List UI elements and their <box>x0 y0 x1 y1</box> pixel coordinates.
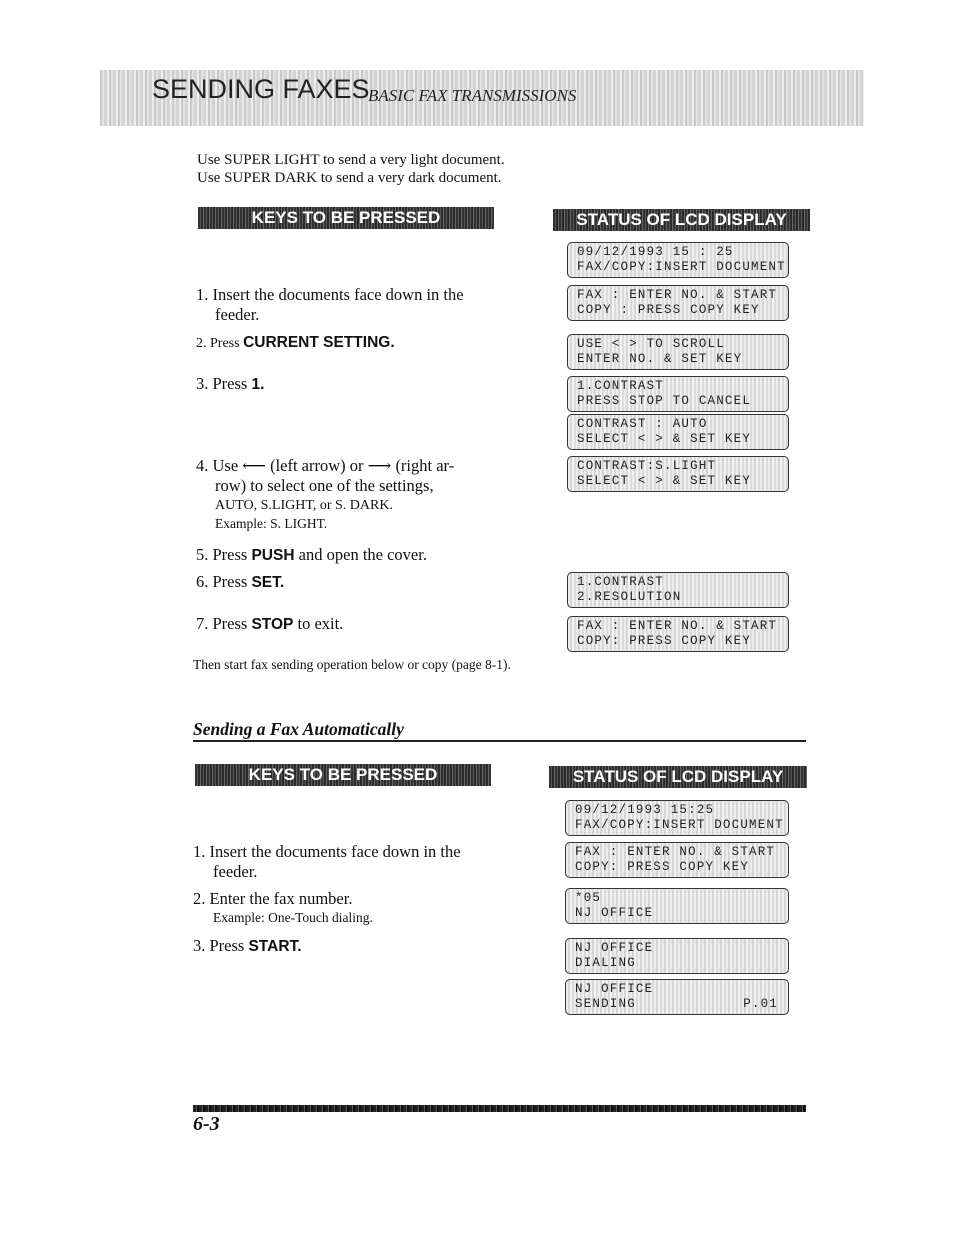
lcd-header: STATUS OF LCD DISPLAY <box>549 766 807 788</box>
lcd-display: *05 NJ OFFICE <box>565 888 789 924</box>
lcd-display: USE < > TO SCROLL ENTER NO. & SET KEY <box>567 334 789 370</box>
footer-rule <box>193 1105 806 1112</box>
step-4-example: Example: S. LIGHT. <box>215 516 328 531</box>
lcd-display: FAX : ENTER NO. & START COPY: PRESS COPY KEY <box>565 842 789 878</box>
keys-header: KEYS TO BE PRESSED <box>198 207 494 229</box>
lcd-display: NJ OFFICE SENDING P.01 <box>565 979 789 1015</box>
page-number: 6-3 <box>193 1113 220 1135</box>
step-2: 2. Enter the fax number. <box>193 889 353 908</box>
step-4-cont: row) to select one of the settings, <box>215 476 434 495</box>
step-5: 5. Press PUSH and open the cover. <box>196 545 427 564</box>
lcd-display: CONTRAST:S.LIGHT SELECT < > & SET KEY <box>567 456 789 492</box>
right-arrow-icon: ⟶ <box>367 456 392 475</box>
left-arrow-icon: ⟵ <box>242 456 266 475</box>
intro-line-2: Use SUPER DARK to send a very dark document. <box>197 170 502 186</box>
step-3: 3. Press 1. <box>196 374 265 393</box>
lcd-display: 09/12/1993 15 : 25 FAX/COPY:INSERT DOCUMENT <box>567 242 789 278</box>
step-1-cont: feeder. <box>213 862 258 881</box>
step-3: 3. Press START. <box>193 936 302 955</box>
step-1-cont: feeder. <box>215 305 260 324</box>
step-2: 2. Press CURRENT SETTING. <box>196 334 395 351</box>
lcd-display: NJ OFFICE DIALING <box>565 938 789 974</box>
lcd-page-count: P.01 <box>743 997 778 1011</box>
lcd-display: 09/12/1993 15:25 FAX/COPY:INSERT DOCUMENT <box>565 800 789 836</box>
lcd-header: STATUS OF LCD DISPLAY <box>553 209 810 231</box>
page-subtitle: BASIC FAX TRANSMISSIONS <box>368 86 577 105</box>
step-6: 6. Press SET. <box>196 572 285 591</box>
step-7: 7. Press STOP to exit. <box>196 614 344 633</box>
step-1: 1. Insert the documents face down in the <box>196 285 464 304</box>
keys-header: KEYS TO BE PRESSED <box>195 764 491 786</box>
lcd-display: 1.CONTRAST 2.RESOLUTION <box>567 572 789 608</box>
section-title: Sending a Fax Automatically <box>193 719 404 739</box>
step-2-example: Example: One-Touch dialing. <box>213 910 373 925</box>
lcd-display: CONTRAST : AUTO SELECT < > & SET KEY <box>567 414 789 450</box>
section-divider <box>193 740 806 742</box>
lcd-display: FAX : ENTER NO. & START COPY: PRESS COPY KEY <box>567 616 789 652</box>
intro-line-1: Use SUPER LIGHT to send a very light document. <box>197 152 505 168</box>
step-4-settings: AUTO, S.LIGHT, or S. DARK. <box>215 498 393 513</box>
step-1: 1. Insert the documents face down in the <box>193 842 461 861</box>
lcd-display: FAX : ENTER NO. & START COPY : PRESS COPY KEY <box>567 285 789 321</box>
step-4: 4. Use ⟵ (left arrow) or ⟶ (right ar- <box>196 456 455 475</box>
lcd-display: 1.CONTRAST PRESS STOP TO CANCEL <box>567 376 789 412</box>
note-text: Then start fax sending operation below or copy (page 8-1). <box>193 657 511 672</box>
page-title: SENDING FAXES <box>152 74 370 104</box>
